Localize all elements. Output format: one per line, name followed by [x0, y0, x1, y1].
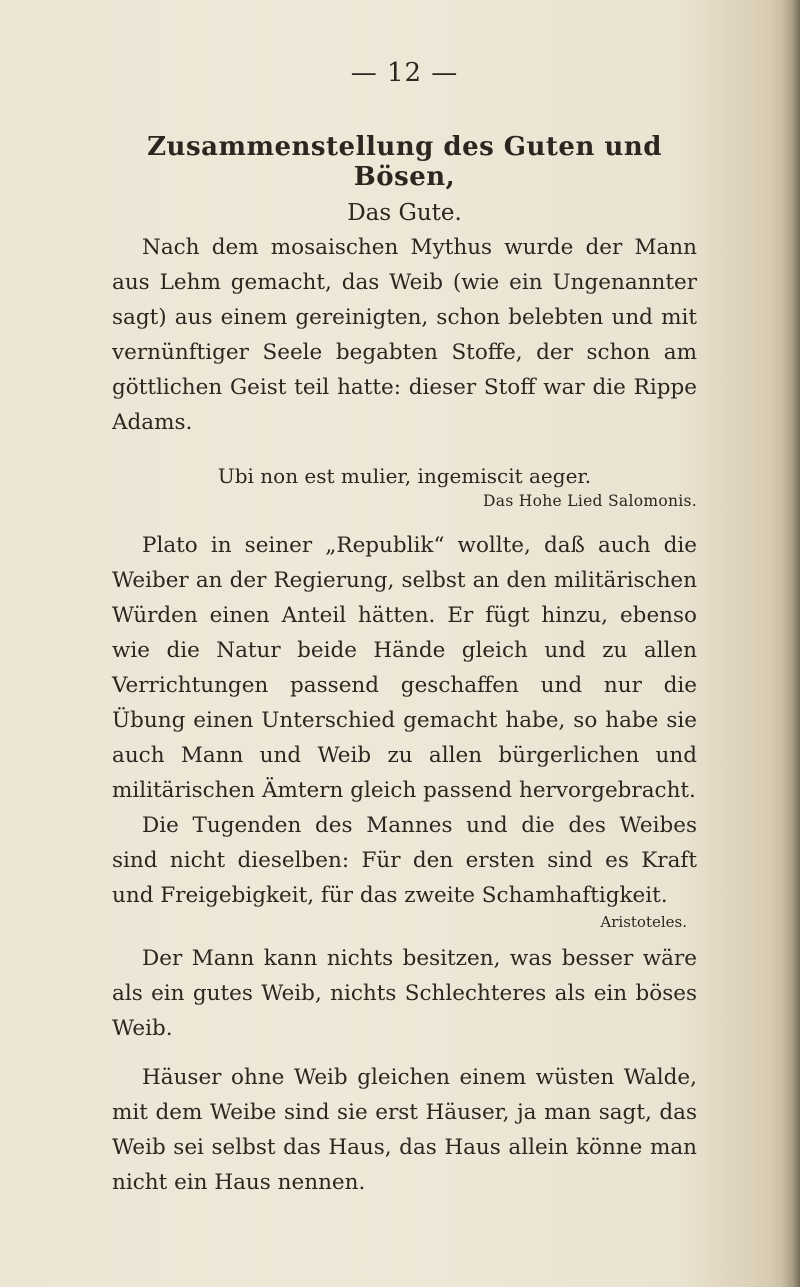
latin-quote: Ubi non est mulier, ingemiscit aeger. — [217, 464, 592, 488]
paragraph-plato: Plato in seiner „Republik“ wollte, daß auch die Weiber an der Regierung, selbst an den militärischen Würden einen Anteil hätten. Er fügt hinzu, ebenso wie die Natur beide Hände gleich und zu allen Verrichtungen passend geschaffen und nur die Übung einen Unterschied gemacht habe, so habe sie auch Mann und Weib zu allen bürgerlichen und militärischen Ämtern gleich passend hervorgebracht. — [112, 533, 697, 803]
section-subtitle: Das Gute. — [347, 200, 462, 226]
paragraph-gutes-weib: Der Mann kann nichts besitzen, was besser wäre als ein gutes Weib, nichts Schlechteres als ein böses Weib. — [112, 946, 697, 1041]
latin-quote-source: Das Hohe Lied Salomonis. — [483, 492, 697, 510]
attribution-aristoteles: Aristoteles. — [600, 913, 687, 931]
page-number: — 12 — — [350, 58, 459, 88]
paragraph-tugenden: Die Tugenden des Mannes und die des Weibes sind nicht dieselben: Für den ersten sind es Kraft und Freigebigkeit, für das zweite Schamhaftigkeit. — [112, 813, 697, 908]
section-title: Zusammenstellung des Guten und Bösen, — [147, 132, 662, 192]
paragraph-mythus: Nach dem mosaischen Mythus wurde der Mann aus Lehm gemacht, das Weib (wie ein Ungenannter sagt) aus einem gereinigten, schon belebten und mit vernünftiger Seele begabten Stoffe, der schon am göttlichen Geist teil hatte: dieser Stoff war die Rippe Adams. — [112, 235, 697, 435]
paragraph-haeuser: Häuser ohne Weib gleichen einem wüsten Walde, mit dem Weibe sind sie erst Häuser, ja man sagt, das Weib sei selbst das Haus, das Haus allein könne man nicht ein Haus nennen. — [112, 1065, 697, 1195]
page-content — [112, 58, 697, 1200]
paragraph-gap — [112, 1046, 697, 1060]
page-edge-shadow — [782, 0, 800, 1287]
